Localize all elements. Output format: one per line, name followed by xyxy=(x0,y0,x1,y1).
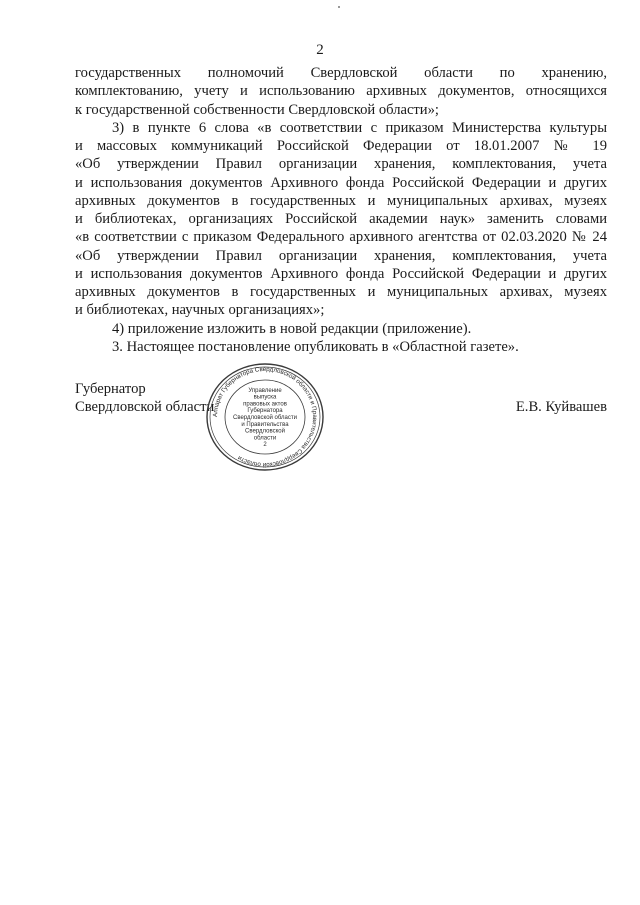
text-line: и использования документов Архивного фонда Российской Федерации и других xyxy=(75,174,607,191)
signature-title-line-2: Свердловской области xyxy=(75,399,215,415)
stamp-center-line: Свердловской xyxy=(245,428,285,435)
text-line: и библиотеках, организациях Российской академии наук» заменить словами xyxy=(75,211,607,227)
official-stamp xyxy=(200,362,330,472)
scan-speck xyxy=(338,6,340,8)
stamp-center-line: Губернатора xyxy=(247,408,283,415)
signature-title-line-1: Губернатор xyxy=(75,381,146,397)
text-line: и использования документов Архивного фонда Российской Федерации и других xyxy=(75,265,607,282)
stamp-center-line: Управление xyxy=(248,387,282,394)
text-line: к государственной собственности Свердловской области»; xyxy=(75,101,439,118)
text-line: архивных документов в государственных и муниципальных архивах, музеях xyxy=(75,284,607,300)
text-line: «Об утверждении Правил организации хранения, комплектования, учета xyxy=(75,247,607,264)
stamp-center-line: правовых актов xyxy=(243,401,287,408)
text-line: 3) в пункте 6 слова «в соответствии с приказом Министерства культуры xyxy=(112,119,607,136)
signature-title xyxy=(75,380,214,416)
text-line: комплектованию, учету и использованию архивных документов, относящихся xyxy=(75,83,607,100)
stamp-center-line: Свердловской области xyxy=(232,415,298,421)
text-line: и библиотеках, научных организациях»; xyxy=(75,302,325,319)
text-line: «Об утверждении Правил организации хранения, комплектования, учета xyxy=(75,156,607,173)
signer-name: Е.В. Куйвашев xyxy=(515,399,607,415)
document-body xyxy=(75,64,607,356)
text-line: и массовых коммуникаций Российской Федерации от 18.01.2007 № 19 xyxy=(75,138,607,154)
text-line: государственных полномочий Свердловской области по хранению, xyxy=(75,65,607,81)
page-number: 2 xyxy=(316,42,324,58)
stamp-center-line: области xyxy=(253,435,277,442)
text-line: архивных документов в государственных и муниципальных архивах, музеях xyxy=(75,192,607,209)
stamp-center-line: выпуска xyxy=(253,394,277,401)
text-line: 3. Настоящее постановление опубликовать в «Областной газете». xyxy=(112,338,519,355)
stamp-ring-text: Аппарат Губернатора Свердловской области и Правительства Свердловской области xyxy=(211,365,319,469)
text-line: «в соответствии с приказом Федерального архивного агентства от 02.03.2020 № 24 xyxy=(75,229,607,246)
stamp-center-line: 2 xyxy=(263,442,267,449)
text-line: 4) приложение изложить в новой редакции (приложение). xyxy=(112,320,472,337)
stamp-center-line: и Правительства xyxy=(241,421,289,428)
